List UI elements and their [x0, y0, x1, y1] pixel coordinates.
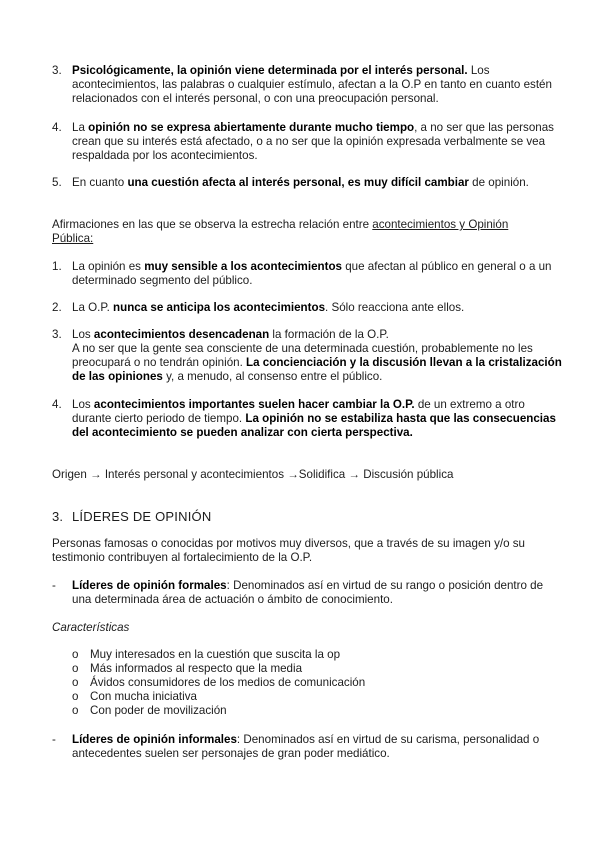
- bold-phrase: opinión no se expresa abiertamente durante mucho tiempo: [88, 121, 415, 134]
- section-number: 3.: [52, 509, 64, 524]
- intro-paragraph: [52, 218, 542, 246]
- list-item: [52, 176, 562, 190]
- plain-text: En cuanto: [72, 176, 128, 189]
- bullet-marker: o: [72, 648, 79, 661]
- list-item: [52, 301, 562, 315]
- plain-text: : Denominados así en virtud de su rango o posición dentro de una determinada área de actuación o ámbito de conocimiento.: [72, 579, 544, 606]
- list-text: [72, 176, 562, 190]
- plain-text: Los: [72, 328, 94, 341]
- bold-phrase: Líderes de opinión formales: [72, 579, 227, 592]
- list-item: [52, 121, 562, 163]
- plain-text: Los: [72, 398, 94, 411]
- bullet-text: Con poder de movilización: [90, 704, 227, 717]
- bullet-text: Más informados al respecto que la media: [90, 662, 303, 675]
- list-number: 4.: [52, 398, 62, 411]
- bullet-marker: o: [72, 676, 79, 689]
- bullet-item: [72, 676, 365, 690]
- list-text: [72, 579, 562, 607]
- bullet-item: [72, 662, 302, 676]
- plain-text: La: [72, 121, 89, 134]
- bold-phrase: acontecimientos importantes suelen hacer cambiar la O.P.: [93, 398, 415, 411]
- bullet-item: [72, 704, 227, 718]
- list-text: [72, 398, 562, 440]
- list-item: [52, 64, 562, 106]
- list-text: [72, 301, 562, 315]
- plain-text: Los acontecimientos, las palabras o cualquier estímulo, afectan a la O.P en tanto en cuanto estén relacionados con el interés personal, o con una preocupación personal.: [72, 64, 552, 105]
- list-item: [52, 328, 562, 384]
- section-heading: [52, 510, 552, 524]
- list-number: 3.: [52, 328, 62, 341]
- list-text: [72, 64, 562, 106]
- dash-item: [52, 579, 562, 607]
- bold-phrase: Líderes de opinión informales: [72, 733, 237, 746]
- bold-phrase: Psicológicamente, la opinión viene determinada por el interés personal.: [72, 64, 468, 77]
- list-number: 5.: [52, 176, 62, 189]
- plain-text: La O.P.: [72, 301, 114, 314]
- bullet-marker: o: [72, 704, 79, 717]
- dash-marker: -: [52, 579, 56, 592]
- plain-text: de opinión.: [468, 176, 529, 189]
- list-number: 4.: [52, 121, 62, 134]
- flow-line: Origen → Interés personal y acontecimientos →Solidifica → Discusión pública: [52, 468, 454, 481]
- plain-text: La opinión es: [72, 260, 145, 273]
- list-text: [72, 328, 562, 384]
- bold-phrase: muy sensible a los acontecimientos: [144, 260, 343, 273]
- underlined-phrase: acontecimientos y Opinión Pública:: [52, 218, 509, 245]
- plain-text: . Sólo reacciona ante ellos.: [325, 301, 465, 314]
- bullet-item: [72, 648, 340, 662]
- bullet-text: Ávidos consumidores de los medios de comunicación: [90, 676, 366, 689]
- list-text: [72, 260, 562, 288]
- list-item: [52, 260, 562, 288]
- plain-text: , a no ser que las personas crean que su interés está afectado, o a no ser que la opinión expresada verbalmente se vea respaldada por los acontecimientos.: [72, 121, 554, 162]
- list-text: [72, 121, 562, 163]
- bold-phrase: La concienciación y la discusión llevan a la cristalización de las opiniones: [72, 356, 562, 383]
- list-number: 2.: [52, 301, 62, 314]
- bullet-item: [72, 690, 197, 704]
- bullet-text: Muy interesados en la cuestión que suscita la op: [90, 648, 341, 661]
- plain-text: : Denominados así en virtud de su carisma, personalidad o antecedentes suelen ser personajes de gran poder mediático.: [72, 733, 540, 760]
- section-intro: Personas famosas o conocidas por motivos muy diversos, que a través de su imagen y/o su testimonio contribuyen al fortalecimiento de la O.P.: [52, 537, 526, 564]
- italic-label: Características: [52, 621, 130, 634]
- plain-text: de un extremo a otro durante cierto periodo de tiempo.: [72, 398, 525, 425]
- plain-text: que afectan al público en general o a un determinado segmento del público.: [72, 260, 552, 287]
- bullet-marker: o: [72, 662, 79, 675]
- bullet-text: Con mucha iniciativa: [90, 690, 197, 703]
- dash-item: [52, 733, 562, 761]
- plain-text: la formación de la O.P.: [269, 328, 389, 341]
- bullet-marker: o: [72, 690, 79, 703]
- bold-phrase: La opinión no se estabiliza hasta que las consecuencias del acontecimiento se pueden analizar con cierta perspectiva.: [72, 412, 556, 439]
- bold-phrase: nunca se anticipa los acontecimientos: [113, 301, 326, 314]
- bold-phrase: acontecimientos desencadenan: [93, 328, 270, 341]
- bold-phrase: una cuestión afecta al interés personal, es muy difícil cambiar: [127, 176, 469, 189]
- dash-marker: -: [52, 733, 56, 746]
- list-item: [52, 398, 562, 440]
- plain-text: Afirmaciones en las que se observa la estrecha relación entre: [52, 218, 373, 231]
- list-text: [72, 733, 562, 761]
- subheading: [52, 621, 552, 635]
- list-number: 1.: [52, 260, 62, 273]
- section-title: LÍDERES DE OPINIÓN: [72, 509, 212, 524]
- plain-text: y, a menudo, al consenso entre el público.: [162, 370, 383, 383]
- list-number: 3.: [52, 64, 62, 77]
- plain-text: A no ser que la gente sea consciente de una determinada cuestión, probablemente no les preocupará o no tendrán opinión.: [72, 342, 533, 369]
